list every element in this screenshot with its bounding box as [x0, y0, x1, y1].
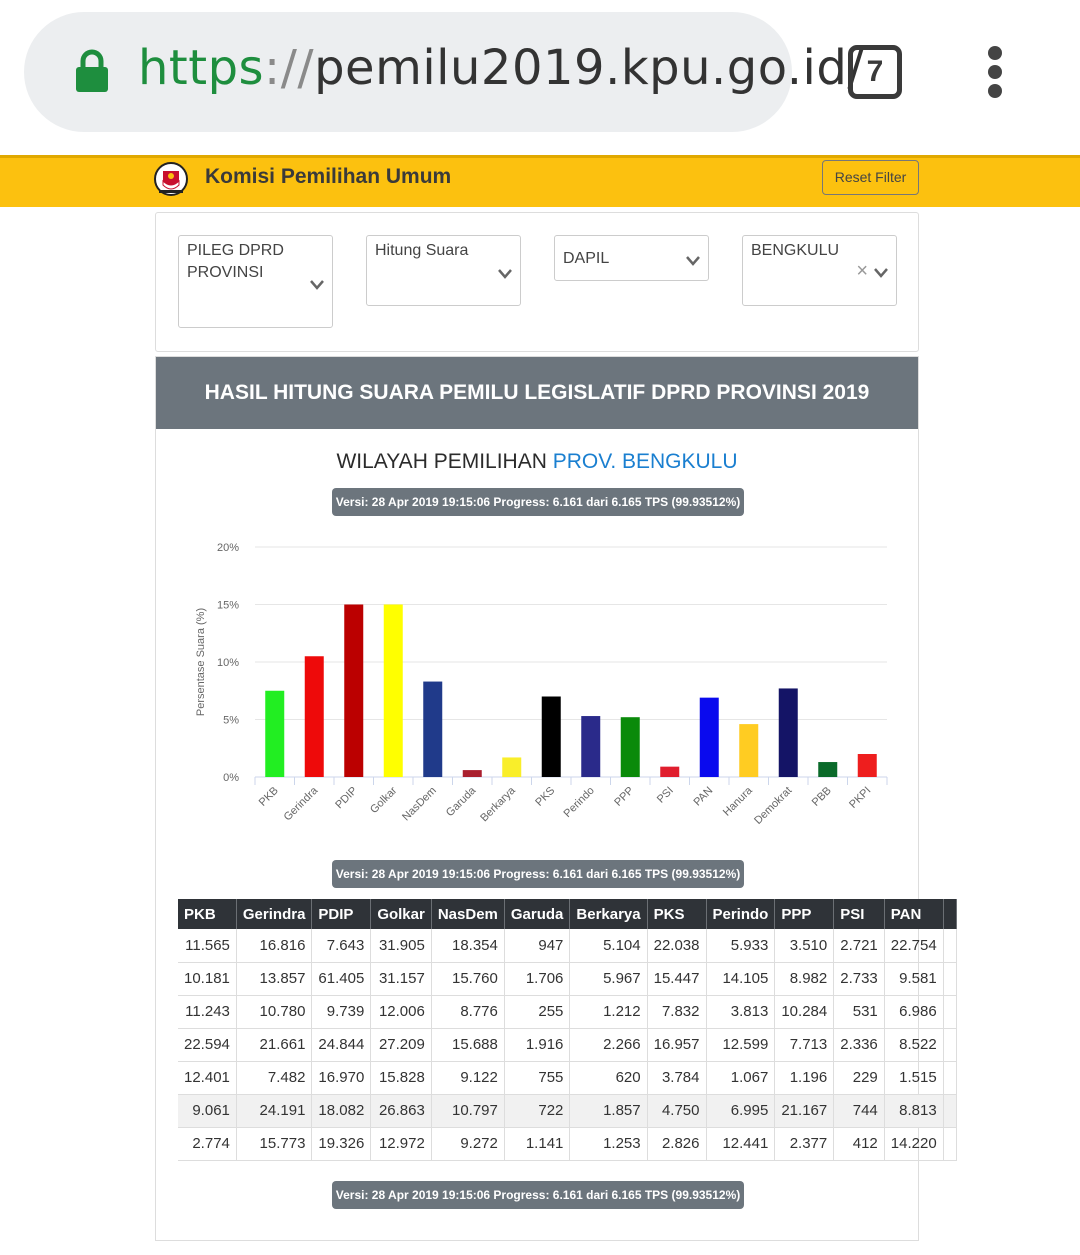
table-cell: 5.933: [706, 929, 775, 962]
table-cell: 22.038: [647, 929, 706, 962]
table-cell: [943, 1028, 956, 1061]
table-cell: 229: [834, 1061, 885, 1094]
count-mode-select[interactable]: [366, 235, 521, 306]
chevron-down-icon: [874, 268, 888, 278]
column-header[interactable]: Berkarya: [570, 899, 647, 929]
table-cell: 2.377: [775, 1127, 834, 1160]
y-tick-label: 20%: [216, 542, 239, 554]
table-cell: 14.220: [884, 1127, 943, 1160]
x-tick-label: NasDem: [400, 784, 439, 824]
table-cell: 1.212: [570, 995, 647, 1028]
menu-dot: [988, 84, 1002, 98]
table-cell: 13.857: [236, 962, 312, 995]
table-cell: [943, 1061, 956, 1094]
table-cell: 412: [834, 1127, 885, 1160]
table-row: [178, 1061, 956, 1094]
table-header-row: [178, 899, 956, 929]
kpu-logo-icon: [154, 161, 188, 197]
version-badge: Versi: 28 Apr 2019 19:15:06 Progress: 6.161 dari 6.165 TPS (99.93512%): [332, 488, 744, 516]
table-cell: 18.354: [431, 929, 504, 962]
table-cell: 8.982: [775, 962, 834, 995]
table-cell: 5.967: [570, 962, 647, 995]
table-cell: 1.706: [504, 962, 570, 995]
url-separator: ://: [264, 40, 315, 96]
table-cell: 11.565: [178, 929, 236, 962]
bar-psi: [660, 767, 679, 777]
table-cell: [943, 995, 956, 1028]
table-cell: 15.688: [431, 1028, 504, 1061]
table-cell: 22.754: [884, 929, 943, 962]
table-cell: 10.780: [236, 995, 312, 1028]
browser-chrome: [0, 0, 1080, 155]
table-cell: 2.733: [834, 962, 885, 995]
table-row: [178, 995, 956, 1028]
table-cell: 755: [504, 1061, 570, 1094]
menu-dot: [988, 65, 1002, 79]
table-cell: 31.905: [371, 929, 432, 962]
x-tick-label: Perindo: [561, 784, 597, 820]
table-cell: 2.266: [570, 1028, 647, 1061]
region-prefix: WILAYAH PEMILIHAN: [336, 450, 547, 473]
table-cell: 11.243: [178, 995, 236, 1028]
table-cell: 9.061: [178, 1094, 236, 1127]
x-tick-label: Hanura: [720, 784, 755, 819]
bar-pan: [700, 698, 719, 777]
table-cell: 1.067: [706, 1061, 775, 1094]
table-row: [178, 1028, 956, 1061]
bar-hanura: [739, 724, 758, 777]
table-cell: 61.405: [312, 962, 371, 995]
region-value: BENGKULU: [751, 242, 840, 259]
vote-share-chart: [156, 532, 918, 832]
table-cell: 14.105: [706, 962, 775, 995]
column-header[interactable]: PAN: [884, 899, 943, 929]
column-header[interactable]: PKB: [178, 899, 236, 929]
table-cell: 8.776: [431, 995, 504, 1028]
y-tick-label: 10%: [216, 657, 239, 669]
x-tick-label: PAN: [691, 784, 716, 809]
election-type-select[interactable]: [178, 235, 333, 328]
table-cell: 12.599: [706, 1028, 775, 1061]
table-cell: 4.750: [647, 1094, 706, 1127]
table-cell: 1.141: [504, 1127, 570, 1160]
y-tick-label: 0%: [223, 772, 239, 784]
table-cell: 12.441: [706, 1127, 775, 1160]
table-cell: 620: [570, 1061, 647, 1094]
column-header[interactable]: PSI: [834, 899, 885, 929]
table-cell: 12.972: [371, 1127, 432, 1160]
chevron-down-icon: [498, 269, 512, 279]
x-tick-label: PSI: [654, 784, 676, 806]
table-body: [178, 929, 956, 1160]
x-tick-label: PKPI: [847, 784, 874, 811]
x-tick-label: PKS: [533, 784, 558, 809]
bar-gerindra: [305, 656, 324, 777]
x-tick-label: PKB: [256, 784, 281, 809]
column-header[interactable]: Garuda: [504, 899, 570, 929]
x-tick-label: Gerindra: [281, 784, 321, 824]
table-cell: [943, 1127, 956, 1160]
vote-table: [178, 899, 957, 1161]
table-cell: 7.482: [236, 1061, 312, 1094]
table-cell: 12.401: [178, 1061, 236, 1094]
x-tick-label: Garuda: [443, 784, 479, 820]
x-tick-label: PPP: [612, 784, 637, 809]
x-tick-label: Berkarya: [478, 784, 518, 825]
table-cell: 31.157: [371, 962, 432, 995]
site-header: [0, 155, 1080, 207]
table-cell: 7.832: [647, 995, 706, 1028]
bar-pkpi: [858, 754, 877, 777]
tab-switcher-button[interactable]: 7: [848, 45, 902, 99]
bar-ppp: [621, 717, 640, 777]
site-title: Komisi Pemilihan Umum: [205, 165, 452, 188]
table-cell: 2.826: [647, 1127, 706, 1160]
table-cell: 7.713: [775, 1028, 834, 1061]
table-cell: 722: [504, 1094, 570, 1127]
clear-icon[interactable]: ×: [856, 260, 868, 282]
table-cell: 8.522: [884, 1028, 943, 1061]
bar-nasdem: [423, 682, 442, 777]
table-cell: 10.284: [775, 995, 834, 1028]
chevron-down-icon: [310, 280, 324, 290]
table-cell: 26.863: [371, 1094, 432, 1127]
results-panel: [155, 356, 937, 1241]
table-cell: 15.447: [647, 962, 706, 995]
column-header[interactable]: Gerindra: [236, 899, 312, 929]
table-cell: 1.196: [775, 1061, 834, 1094]
table-cell: 16.957: [647, 1028, 706, 1061]
count-mode-value: Hitung Suara: [375, 242, 469, 259]
table-cell: 9.122: [431, 1061, 504, 1094]
filter-panel: [155, 212, 919, 352]
table-cell: 6.995: [706, 1094, 775, 1127]
dapil-value: DAPIL: [563, 250, 610, 267]
table-row: [178, 1127, 956, 1160]
table-cell: 27.209: [371, 1028, 432, 1061]
table-cell: 3.813: [706, 995, 775, 1028]
y-tick-label: 15%: [216, 599, 239, 612]
table-cell: 18.082: [312, 1094, 371, 1127]
chevron-down-icon: [686, 256, 700, 266]
table-cell: 6.986: [884, 995, 943, 1028]
bar-pbb: [818, 762, 837, 777]
table-cell: 255: [504, 995, 570, 1028]
bar-garuda: [463, 770, 482, 777]
table-cell: 24.191: [236, 1094, 312, 1127]
region-name: PROV. BENGKULU: [552, 450, 738, 473]
table-row: [178, 1094, 956, 1127]
lock-icon: [76, 50, 108, 92]
table-cell: 15.773: [236, 1127, 312, 1160]
column-header[interactable]: PPP: [775, 899, 834, 929]
vote-table-scroll[interactable]: [178, 899, 937, 1169]
bar-demokrat: [779, 688, 798, 777]
table-cell: 16.816: [236, 929, 312, 962]
table-row: [178, 929, 956, 962]
column-header[interactable]: PKS: [647, 899, 706, 929]
x-tick-label: Golkar: [367, 784, 400, 817]
table-cell: 16.970: [312, 1061, 371, 1094]
bar-perindo: [581, 716, 600, 777]
bar-pdip: [344, 605, 363, 778]
menu-dot: [988, 46, 1002, 60]
column-header[interactable]: Golkar: [371, 899, 432, 929]
region-heading: [156, 450, 918, 474]
table-cell: 10.181: [178, 962, 236, 995]
table-cell: [943, 962, 956, 995]
version-badge: Versi: 28 Apr 2019 19:15:06 Progress: 6.161 dari 6.165 TPS (99.93512%): [332, 860, 744, 888]
url-text[interactable]: [138, 40, 864, 96]
table-cell: 947: [504, 929, 570, 962]
election-type-value: PILEG DPRD PROVINSI: [187, 242, 284, 281]
x-tick-label: PBB: [809, 784, 834, 809]
table-cell: 1.857: [570, 1094, 647, 1127]
table-cell: 12.006: [371, 995, 432, 1028]
table-cell: 7.643: [312, 929, 371, 962]
bar-golkar: [384, 605, 403, 778]
version-badge: Versi: 28 Apr 2019 19:15:06 Progress: 6.161 dari 6.165 TPS (99.93512%): [332, 1181, 744, 1209]
y-axis-title: Persentase Suara (%): [195, 607, 207, 717]
table-cell: 3.510: [775, 929, 834, 962]
reset-filter-button[interactable]: Reset Filter: [822, 160, 919, 195]
table-cell: 3.784: [647, 1061, 706, 1094]
column-header[interactable]: PDIP: [312, 899, 371, 929]
bar-pks: [542, 697, 561, 778]
table-cell: 1.253: [570, 1127, 647, 1160]
table-cell: 531: [834, 995, 885, 1028]
table-cell: 2.721: [834, 929, 885, 962]
table-cell: 24.844: [312, 1028, 371, 1061]
table-cell: 10.797: [431, 1094, 504, 1127]
url-scheme: https: [138, 40, 265, 96]
table-cell: 9.272: [431, 1127, 504, 1160]
table-cell: 21.661: [236, 1028, 312, 1061]
table-cell: 21.167: [775, 1094, 834, 1127]
table-cell: 744: [834, 1094, 885, 1127]
table-row: [178, 962, 956, 995]
x-tick-label: PDIP: [333, 784, 360, 812]
table-cell: 8.813: [884, 1094, 943, 1127]
bar-pkb: [265, 691, 284, 777]
table-cell: 1.515: [884, 1061, 943, 1094]
column-header[interactable]: Perindo: [706, 899, 775, 929]
results-title: HASIL HITUNG SUARA PEMILU LEGISLATIF DPRD PROVINSI 2019: [156, 357, 918, 429]
table-cell: 19.326: [312, 1127, 371, 1160]
x-tick-label: Demokrat: [752, 784, 795, 827]
url-host: pemilu2019.kpu.go.id/: [314, 40, 864, 96]
table-cell: 15.760: [431, 962, 504, 995]
y-tick-label: 5%: [223, 714, 239, 727]
bar-berkarya: [502, 757, 521, 777]
column-header[interactable]: NasDem: [431, 899, 504, 929]
column-header: [943, 899, 956, 929]
table-cell: 1.916: [504, 1028, 570, 1061]
region-select[interactable]: [742, 235, 897, 306]
table-cell: 22.594: [178, 1028, 236, 1061]
table-cell: 9.739: [312, 995, 371, 1028]
table-cell: 9.581: [884, 962, 943, 995]
table-cell: 5.104: [570, 929, 647, 962]
table-cell: [943, 1094, 956, 1127]
table-cell: 15.828: [371, 1061, 432, 1094]
table-cell: 2.336: [834, 1028, 885, 1061]
address-bar[interactable]: [24, 12, 864, 132]
dapil-select[interactable]: [554, 235, 709, 281]
table-cell: 2.774: [178, 1127, 236, 1160]
table-cell: [943, 929, 956, 962]
